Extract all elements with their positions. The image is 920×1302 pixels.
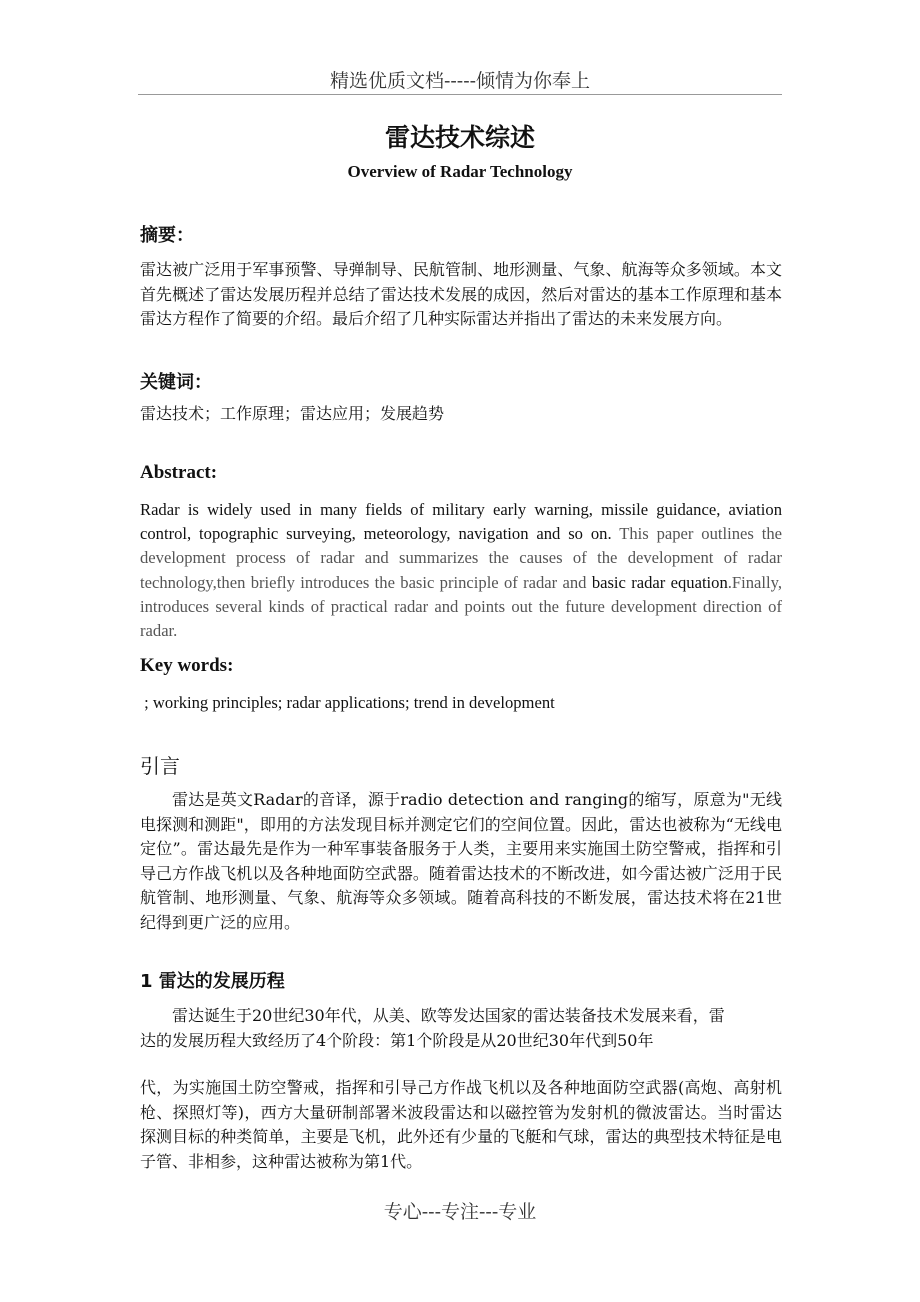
abstract-en-part-2: This paper outlines the development process of radar and summarizes the causes of the development of radar technology,then briefly introduces the basic principle of radar and — [140, 524, 782, 592]
abstract-cn-heading: 摘要： — [140, 225, 194, 246]
keywords-en-heading: Key words: — [140, 655, 234, 676]
abstract-en-heading: Abstract: — [140, 462, 218, 483]
document-title: 雷达技术综述 — [384, 123, 535, 152]
abstract-en-part-3: basic radar equation — [591, 572, 728, 592]
header-rule — [138, 94, 782, 95]
abstract-en-body — [140, 498, 782, 643]
abstract-cn-body: 雷达被广泛用于军事预警、导弹制导、民航管制、地形测量、气象、航海等众多领域。本文首先概述了雷达发展历程并总结了雷达技术发展的成因，然后对雷达的基本工作原理和基本雷达方程作了简要的介绍。最后介绍了几种实际雷达并指出了雷达的未来发展方向。 — [140, 260, 782, 328]
page-header: 精选优质文档-----倾情为你奉上 — [329, 70, 591, 92]
document-subtitle: Overview of Radar Technology — [347, 162, 573, 181]
intro-body: 雷达是英文Radar的音译，源于radio detection and ranging的缩写，原意为"无线电探测和测距"，即用的方法发现目标并测定它们的空间位置。因此，雷达也被称为“无线电定位”。雷达最先是作为一种军事装备服务于人类，主要用来实施国土防空警戒，指挥和引导己方作战飞机以及各种地面防空武器。随着雷达技术的不断改进，如今雷达被广泛用于民航管制、地形测量、气象、航海等众多领域。随着高科技的不断发展，雷达技术将在21世纪得到更广泛的应用。 — [140, 790, 782, 932]
abstract-en-part-1: Radar is widely used in many fields of military early warning, missile guidance, aviation control, topographic surveying, meteorology, navigation and so on. — [140, 500, 782, 544]
page-footer: 专心---专注---专业 — [383, 1201, 537, 1223]
section-1-para-a: 雷达诞生于20世纪30年代，从美、欧等发达国家的雷达装备技术发展来看，雷达的发展历程大致经历了4个阶段：第1个阶段是从20世纪30年代到50年 — [140, 1006, 725, 1050]
keywords-cn-heading: 关键词： — [140, 372, 212, 393]
section-1-heading: 1 雷达的发展历程 — [140, 971, 285, 992]
section-1-para-b: 代，为实施国土防空警戒，指挥和引导己方作战飞机以及各种地面防空武器(高炮、高射机枪、探照灯等)，西方大量研制部署米波段雷达和以磁控管为发射机的微波雷达。当时雷达探测目标的种类简单，主要是飞机，此外还有少量的飞艇和气球，雷达的典型技术特征是电子管、非相参，这种雷达被称为第1代。 — [140, 1078, 782, 1171]
keywords-cn-body: 雷达技术；工作原理；雷达应用；发展趋势 — [140, 404, 445, 423]
abstract-en-part-4: .Finally, introduces several kinds of practical radar and points out the future development direction of radar. — [140, 572, 783, 641]
intro-heading: 引言 — [140, 754, 180, 778]
keywords-en-body: ; working principles; radar applications; trend in development — [140, 693, 555, 712]
